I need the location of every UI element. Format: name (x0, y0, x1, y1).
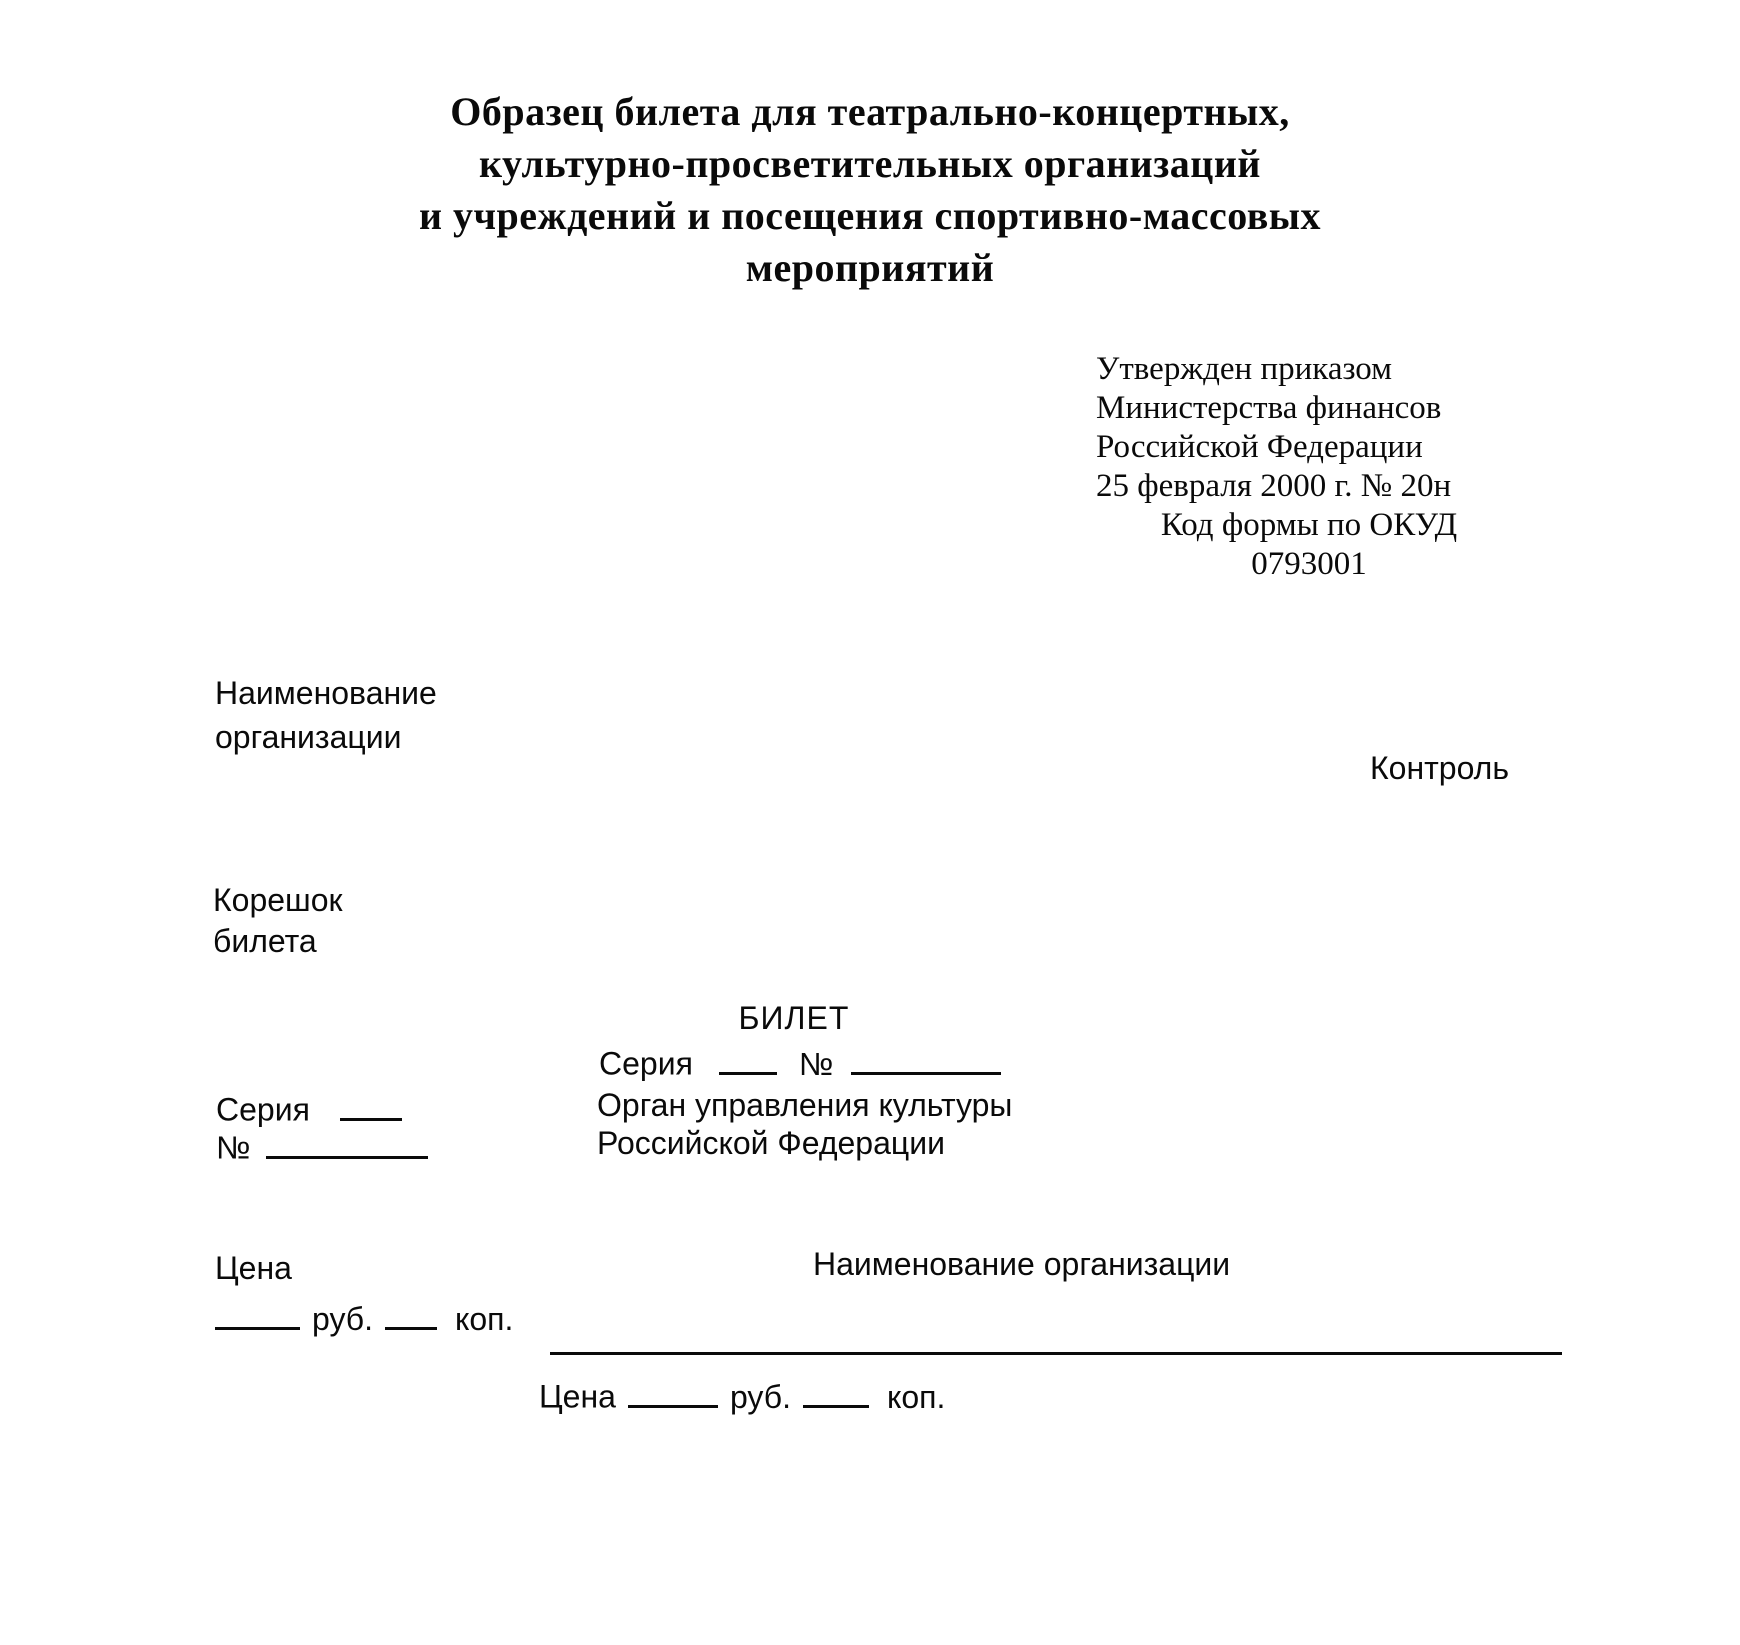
ticket-organization-name-label: Наименование организации (813, 1246, 1231, 1282)
ticket-kop-label: коп. (886, 1378, 946, 1415)
ticket-price-kop-blank (803, 1375, 869, 1408)
ticket-price-label: Цена (539, 1378, 616, 1415)
organization-name-fill-line (550, 1352, 1562, 1355)
title-line-2: культурно-просветительных организаций (479, 141, 1261, 186)
ticket-series-label: Серия (599, 1045, 693, 1082)
stub-number-label: № (216, 1129, 251, 1166)
organization-name-label (215, 671, 437, 759)
stub-number-line (216, 1126, 428, 1166)
stub-price-label: Цена (215, 1250, 292, 1286)
stub-number-blank (266, 1126, 428, 1159)
control-label: Контроль (1370, 750, 1509, 786)
ticket-number-blank (851, 1042, 1001, 1075)
ticket-stub-caption-line-2: билета (213, 923, 317, 959)
authority-line-2: Российской Федерации (597, 1125, 945, 1161)
ticket-series-line (599, 1042, 1001, 1082)
approval-line-4: 25 февраля 2000 г. № 20н (1096, 468, 1452, 504)
title-line-3: и учреждений и посещения спортивно-массовых (418, 193, 1322, 238)
stub-rub-label: руб. (312, 1300, 374, 1337)
approval-line-1: Утвержден приказом (1096, 351, 1393, 387)
ticket-stub-caption (213, 880, 343, 962)
okud-code-value: 0793001 (1251, 546, 1367, 582)
ticket-number-label: № (798, 1045, 834, 1082)
stub-series-line (216, 1088, 402, 1128)
stub-series-blank (340, 1088, 402, 1121)
stub-price-line (215, 1297, 513, 1337)
ticket-stub-caption-line-1: Корешок (213, 882, 343, 918)
authority-line-1: Орган управления культуры (597, 1087, 1013, 1123)
ticket-price-rub-blank (628, 1375, 718, 1408)
stub-price-kop-blank (385, 1297, 437, 1330)
title-line-4: мероприятий (745, 245, 995, 290)
organization-name-label-line-1: Наименование (215, 675, 437, 711)
ticket-rub-label: руб. (729, 1378, 791, 1415)
okud-code-label: Код формы по ОКУД (1160, 507, 1458, 543)
approval-line-3: Российской Федерации (1096, 429, 1423, 465)
title-line-1: Образец билета для театрально-концертных, (450, 89, 1290, 134)
stub-series-label: Серия (216, 1091, 310, 1128)
organization-name-label-line-2: организации (215, 719, 402, 755)
ticket-series-blank (719, 1042, 777, 1075)
stub-kop-label: коп. (455, 1300, 514, 1337)
stub-price-rub-blank (215, 1297, 300, 1330)
document-title (0, 86, 1740, 294)
authority-block (597, 1086, 1012, 1162)
ticket-price-line (539, 1375, 945, 1415)
ticket-heading: БИЛЕТ (738, 1000, 850, 1036)
approval-line-2: Министерства финансов (1096, 390, 1442, 426)
approval-block (1096, 350, 1522, 584)
